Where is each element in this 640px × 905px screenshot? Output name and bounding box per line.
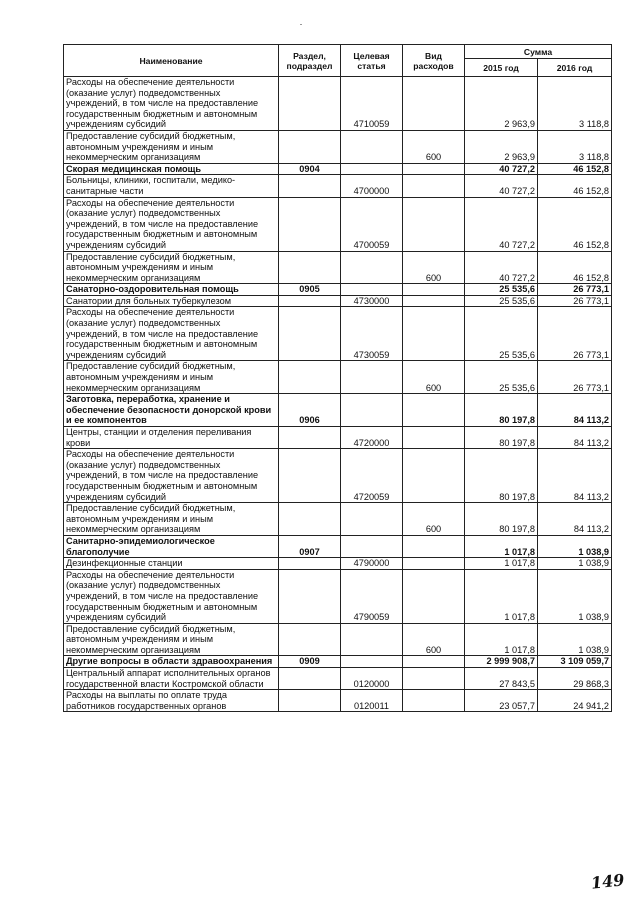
row-target-cell [341,623,403,656]
header-section: Раздел, подраздел [279,45,341,77]
table-row [64,623,612,656]
row-name-cell: Предоставление субсидий бюджетным, автономным учреждениям и иным некоммерческим организациям [64,251,279,284]
row-target-cell: 4710059 [341,77,403,131]
row-kind-cell [403,569,465,623]
table-body [64,77,612,712]
row-2015-cell: 25 535,6 [465,295,538,307]
row-target-cell: 4790000 [341,558,403,570]
row-section-cell [279,251,341,284]
row-section-cell [279,503,341,536]
scan-speck [300,24,302,25]
row-2016-cell: 26 773,1 [538,284,612,296]
row-name-cell: Предоставление субсидий бюджетным, автономным учреждениям и иным некоммерческим организациям [64,503,279,536]
table-row [64,394,612,427]
row-kind-cell [403,284,465,296]
row-section-cell [279,361,341,394]
row-kind-cell [403,449,465,503]
row-target-cell: 4700000 [341,175,403,197]
row-2015-cell: 80 197,8 [465,427,538,449]
header-target: Целевая статья [341,45,403,77]
row-name-cell: Предоставление субсидий бюджетным, автономным учреждениям и иным некоммерческим организациям [64,361,279,394]
row-2016-cell: 1 038,9 [538,558,612,570]
row-section-cell [279,295,341,307]
row-name-cell: Расходы на обеспечение деятельности (оказание услуг) подведомственных учреждений, в том числе на предоставление государственным бюджетным и автономным учреждениям субсидий [64,449,279,503]
row-target-cell: 4790059 [341,569,403,623]
row-name-cell: Санаторно-оздоровительная помощь [64,284,279,296]
row-section-cell: 0906 [279,394,341,427]
row-name-cell: Другие вопросы в области здравоохранения [64,656,279,668]
table-row [64,130,612,163]
table-row [64,449,612,503]
row-name-cell: Расходы на выплаты по оплате труда работников государственных органов [64,690,279,712]
row-kind-cell [403,295,465,307]
row-2016-cell: 84 113,2 [538,449,612,503]
row-2016-cell: 3 118,8 [538,77,612,131]
table-row [64,251,612,284]
row-kind-cell: 600 [403,251,465,284]
row-2015-cell: 2 963,9 [465,130,538,163]
row-2015-cell: 23 057,7 [465,690,538,712]
table-row [64,361,612,394]
row-2016-cell: 26 773,1 [538,361,612,394]
row-2015-cell: 25 535,6 [465,307,538,361]
table-row [64,558,612,570]
row-2015-cell: 1 017,8 [465,569,538,623]
row-2016-cell: 46 152,8 [538,251,612,284]
row-section-cell: 0905 [279,284,341,296]
row-section-cell [279,130,341,163]
table-row [64,77,612,131]
row-section-cell [279,668,341,690]
row-section-cell: 0904 [279,163,341,175]
row-section-cell [279,449,341,503]
row-2016-cell: 84 113,2 [538,427,612,449]
table-row [64,690,612,712]
row-target-cell [341,503,403,536]
row-2015-cell: 2 999 908,7 [465,656,538,668]
row-name-cell: Центральный аппарат исполнительных органов государственной власти Костромской области [64,668,279,690]
table-row [64,284,612,296]
table-row [64,163,612,175]
table-row [64,668,612,690]
row-name-cell: Больницы, клиники, госпитали, медико-санитарные части [64,175,279,197]
row-name-cell: Санитарно-эпидемиологическое благополучие [64,535,279,557]
row-2016-cell: 3 118,8 [538,130,612,163]
row-2016-cell: 46 152,8 [538,175,612,197]
row-target-cell [341,361,403,394]
row-2015-cell: 40 727,2 [465,251,538,284]
row-kind-cell [403,163,465,175]
row-2016-cell: 46 152,8 [538,163,612,175]
budget-table [63,44,612,712]
row-section-cell [279,197,341,251]
row-2016-cell: 3 109 059,7 [538,656,612,668]
row-kind-cell [403,668,465,690]
table-row [64,175,612,197]
row-kind-cell: 600 [403,623,465,656]
row-section-cell: 0907 [279,535,341,557]
table-row [64,197,612,251]
row-kind-cell: 600 [403,503,465,536]
row-section-cell [279,690,341,712]
row-2016-cell: 26 773,1 [538,295,612,307]
row-2015-cell: 40 727,2 [465,175,538,197]
row-kind-cell: 600 [403,361,465,394]
row-kind-cell [403,690,465,712]
page-number: 149 [590,870,626,893]
table-row [64,427,612,449]
row-2015-cell: 40 727,2 [465,197,538,251]
header-kind: Вид расходов [403,45,465,77]
header-year-2015: 2015 год [465,59,538,77]
row-2016-cell: 24 941,2 [538,690,612,712]
row-name-cell: Расходы на обеспечение деятельности (оказание услуг) подведомственных учреждений, в том числе на предоставление государственным бюджетным и автономным учреждениям субсидий [64,569,279,623]
row-2015-cell: 1 017,8 [465,535,538,557]
row-target-cell [341,535,403,557]
row-target-cell [341,284,403,296]
row-target-cell [341,163,403,175]
row-kind-cell [403,77,465,131]
row-target-cell: 4730000 [341,295,403,307]
row-2016-cell: 84 113,2 [538,503,612,536]
row-kind-cell [403,558,465,570]
table-row [64,535,612,557]
row-kind-cell [403,535,465,557]
row-kind-cell: 600 [403,130,465,163]
row-kind-cell [403,197,465,251]
row-2015-cell: 2 963,9 [465,77,538,131]
row-name-cell: Расходы на обеспечение деятельности (оказание услуг) подведомственных учреждений, в том числе на предоставление государственным бюджетным и автономным учреждениям субсидий [64,197,279,251]
row-target-cell: 4720059 [341,449,403,503]
row-section-cell: 0909 [279,656,341,668]
row-2016-cell: 46 152,8 [538,197,612,251]
row-2015-cell: 27 843,5 [465,668,538,690]
row-name-cell: Скорая медицинская помощь [64,163,279,175]
row-section-cell [279,175,341,197]
row-section-cell [279,569,341,623]
row-target-cell [341,394,403,427]
row-kind-cell [403,175,465,197]
row-2015-cell: 25 535,6 [465,361,538,394]
row-target-cell: 0120011 [341,690,403,712]
row-2015-cell: 80 197,8 [465,449,538,503]
row-kind-cell [403,427,465,449]
row-name-cell: Центры, станции и отделения переливания крови [64,427,279,449]
row-name-cell: Предоставление субсидий бюджетным, автономным учреждениям и иным некоммерческим организациям [64,623,279,656]
row-name-cell: Расходы на обеспечение деятельности (оказание услуг) подведомственных учреждений, в том числе на предоставление государственным бюджетным и автономным учреждениям субсидий [64,307,279,361]
header-name: Наименование [64,45,279,77]
row-2015-cell: 25 535,6 [465,284,538,296]
row-target-cell: 0120000 [341,668,403,690]
row-kind-cell [403,656,465,668]
row-2016-cell: 84 113,2 [538,394,612,427]
table-row [64,295,612,307]
row-kind-cell [403,307,465,361]
table-row [64,656,612,668]
row-name-cell: Дезинфекционные станции [64,558,279,570]
table-row [64,569,612,623]
row-2016-cell: 1 038,9 [538,569,612,623]
row-2015-cell: 80 197,8 [465,394,538,427]
row-2016-cell: 1 038,9 [538,535,612,557]
row-section-cell [279,77,341,131]
row-kind-cell [403,394,465,427]
row-2015-cell: 40 727,2 [465,163,538,175]
row-2016-cell: 29 868,3 [538,668,612,690]
header-year-2016: 2016 год [538,59,612,77]
row-section-cell [279,307,341,361]
row-2016-cell: 1 038,9 [538,623,612,656]
row-2015-cell: 1 017,8 [465,623,538,656]
row-name-cell: Предоставление субсидий бюджетным, автономным учреждениям и иным некоммерческим организациям [64,130,279,163]
row-section-cell [279,427,341,449]
row-target-cell [341,251,403,284]
row-name-cell: Расходы на обеспечение деятельности (оказание услуг) подведомственных учреждений, в том числе на предоставление государственным бюджетным и автономным учреждениям субсидий [64,77,279,131]
row-target-cell [341,130,403,163]
row-section-cell [279,558,341,570]
row-target-cell: 4720000 [341,427,403,449]
row-2015-cell: 1 017,8 [465,558,538,570]
row-name-cell: Санатории для больных туберкулезом [64,295,279,307]
row-section-cell [279,623,341,656]
row-name-cell: Заготовка, переработка, хранение и обеспечение безопасности донорской крови и ее компонентов [64,394,279,427]
header-sum: Сумма [465,45,612,59]
row-2015-cell: 80 197,8 [465,503,538,536]
table-row [64,307,612,361]
row-2016-cell: 26 773,1 [538,307,612,361]
row-target-cell [341,656,403,668]
table-row [64,503,612,536]
row-target-cell: 4700059 [341,197,403,251]
row-target-cell: 4730059 [341,307,403,361]
